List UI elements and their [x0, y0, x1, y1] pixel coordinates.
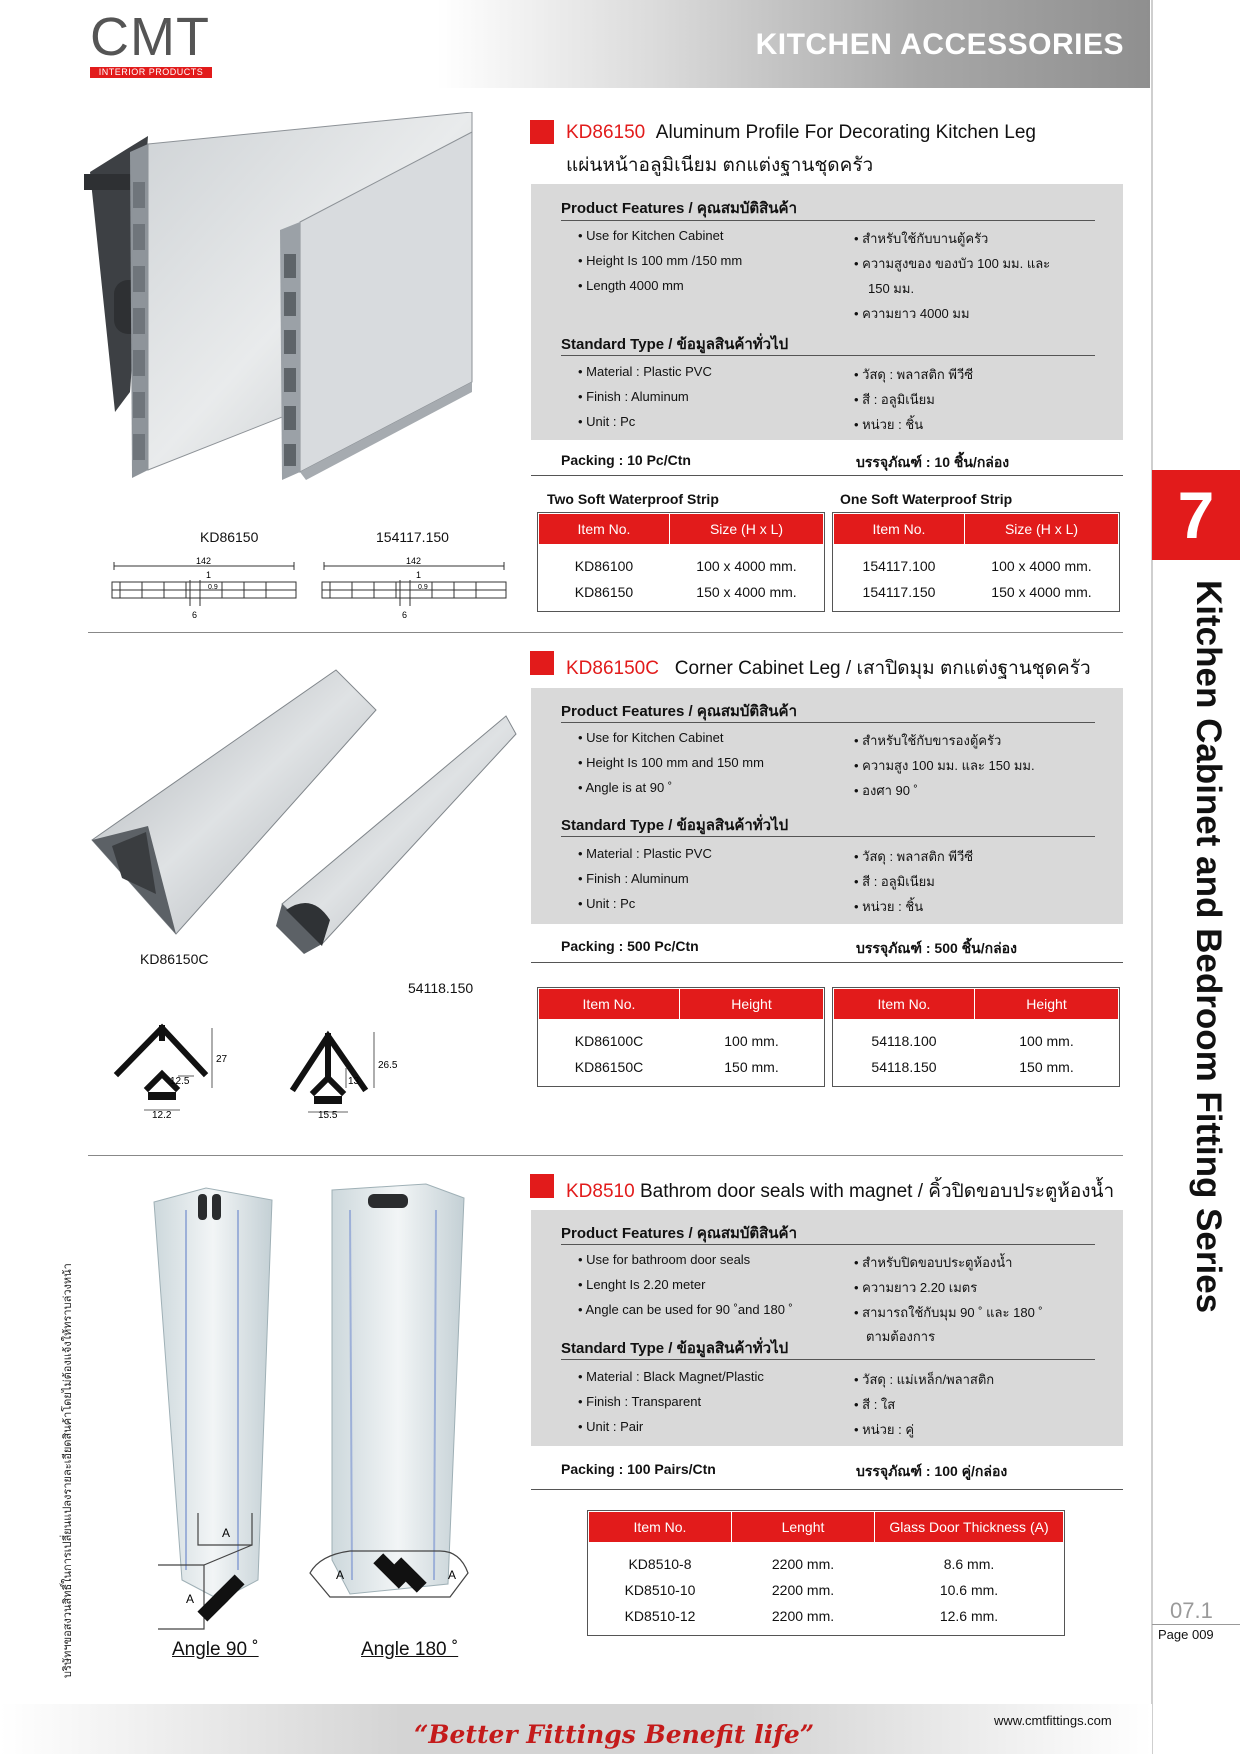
product-name: Bathrom door seals with magnet / คิ้วปิดขอบประตูห้องน้ำ	[639, 1181, 1115, 1202]
heading-rule	[561, 836, 1095, 837]
packing-en: Packing : 10 Pc/Ctn	[561, 452, 691, 468]
feature-item-thai: • ความสูง 100 มม. และ 150 มม.	[854, 758, 1035, 773]
feature-item-thai: • ความสูงของ ของบัว 100 มม. และ	[854, 256, 1051, 271]
product-title-kd86150c	[566, 653, 1091, 683]
standard-item-thai: • หน่วย : คู่	[854, 1422, 915, 1437]
dim-text: 1	[206, 570, 212, 580]
standard-item-thai: • สี : ใส	[854, 1397, 896, 1412]
table-cell: 150 mm.	[724, 1059, 779, 1075]
kd8510-angle-drawings	[150, 1505, 470, 1635]
table-cell: KD8510-10	[624, 1582, 696, 1598]
standard-item: • Material : Plastic PVC	[578, 846, 712, 861]
table-cell: 12.6 mm.	[939, 1608, 999, 1624]
table-cell: KD8510-8	[628, 1556, 692, 1572]
table-header: Item No.	[834, 514, 965, 545]
height-table-54118	[833, 988, 1119, 1080]
table-cell: 100 mm.	[724, 1033, 779, 1049]
features-heading: Product Features / คุณสมบัติสินค้า	[561, 200, 797, 217]
product-code: KD86150	[566, 122, 646, 143]
brand-logo-subtitle: INTERIOR PRODUCTS	[90, 67, 212, 78]
dim-text: 13	[348, 1076, 360, 1087]
page-title: KITCHEN ACCESSORIES	[755, 28, 1124, 61]
table-cell: 154117.100	[862, 558, 936, 574]
feature-item: • Use for Kitchen Cabinet	[578, 228, 724, 243]
size-table-one-strip	[833, 513, 1119, 605]
kd86150-profile-drawings	[108, 556, 508, 626]
heading-rule	[561, 1244, 1095, 1245]
table-cell: 150 x 4000 mm.	[991, 584, 1092, 600]
feature-item-thai: • องศา 90 ˚	[854, 783, 918, 798]
standard-item: • Material : Plastic PVC	[578, 364, 712, 379]
standard-item-thai: • หน่วย : ชิ้น	[854, 899, 924, 914]
product-code: KD86150C	[566, 658, 659, 679]
product-thai-title: แผ่นหน้าอลูมิเนียม ตกแต่งฐานชุดครัว	[566, 155, 874, 176]
height-table-kd86150c	[538, 988, 824, 1080]
spec-panel	[531, 688, 1123, 924]
table-row	[539, 579, 824, 605]
table-header: Lenght	[732, 1512, 875, 1543]
table-caption: Two Soft Waterproof Strip	[547, 491, 719, 507]
table-cell: KD86100C	[574, 1033, 644, 1049]
image-label-kd86150: KD86150	[200, 529, 259, 545]
table-cell: 2200 mm.	[771, 1608, 835, 1624]
standard-item-thai: • หน่วย : ชิ้น	[854, 417, 924, 432]
section-marker	[530, 120, 554, 144]
standard-item-thai: • วัสดุ : พลาสติก พีวีซี	[854, 367, 974, 382]
dim-text: 142	[406, 556, 422, 566]
table-header: Size (H x L)	[965, 514, 1119, 545]
feature-item: • Lenght Is 2.20 meter	[578, 1277, 706, 1292]
dim-text: 12.5	[170, 1076, 190, 1087]
standard-item: • Finish : Aluminum	[578, 871, 689, 886]
table-header: Glass Door Thickness (A)	[875, 1512, 1064, 1543]
kd86150-product-image	[70, 112, 550, 542]
table-header: Height	[975, 989, 1119, 1020]
table-row	[589, 1551, 1064, 1577]
dim-text: 0.9	[208, 584, 218, 591]
heading-rule	[561, 220, 1095, 221]
series-title	[1176, 580, 1236, 1360]
feature-item: • Use for Kitchen Cabinet	[578, 730, 724, 745]
standard-item-thai: • สี : อลูมิเนียม	[854, 392, 935, 407]
packing-th: บรรจุภัณฑ์ : 10 ชิ้น/กล่อง	[856, 454, 1010, 470]
angle-90-label: Angle 90 ˚	[172, 1639, 259, 1660]
standard-item: • Unit : Pair	[578, 1419, 644, 1434]
standard-item-thai: • วัสดุ : พลาสติก พีวีซี	[854, 849, 974, 864]
feature-item-thai: • สามารถใช้กับมุม 90 ˚ และ 180 ˚	[854, 1305, 1043, 1320]
dim-text: 12.2	[152, 1110, 172, 1118]
dim-text: 142	[196, 556, 212, 566]
table-cell: KD86150C	[574, 1059, 644, 1075]
heading-rule	[561, 722, 1095, 723]
angle-180-label: Angle 180 ˚	[361, 1639, 459, 1660]
image-label-kd86150c: KD86150C	[140, 951, 209, 967]
table-row	[539, 1054, 824, 1080]
standard-heading: Standard Type / ข้อมูลสินค้าทั่วไป	[561, 336, 789, 353]
table-cell: 100 x 4000 mm.	[696, 558, 797, 574]
page-rule	[1152, 1624, 1240, 1625]
table-cell: 100 mm.	[1019, 1033, 1074, 1049]
table-row	[589, 1603, 1064, 1629]
table-row	[834, 1028, 1119, 1054]
dim-letter: A	[186, 1592, 195, 1606]
image-label-54118-150: 54118.150	[408, 980, 474, 996]
image-label-154117-150: 154117.150	[376, 529, 449, 545]
dim-text: 15.5	[318, 1110, 338, 1118]
standard-item-thai: • วัสดุ : แม่เหล็ก/พลาสติก	[854, 1372, 995, 1387]
table-cell: 154117.150	[862, 584, 936, 600]
packing-rule	[531, 1489, 1123, 1490]
standard-item: • Material : Black Magnet/Plastic	[578, 1369, 764, 1384]
table-row	[539, 553, 824, 579]
footer-website-link[interactable]: www.cmtfittings.com	[994, 1713, 1112, 1728]
dim-text: 6	[192, 610, 198, 620]
table-cell: 8.6 mm.	[943, 1556, 995, 1572]
product-title-kd8510	[566, 1176, 1114, 1206]
dim-text: 6	[402, 610, 408, 620]
table-cell: 150 x 4000 mm.	[696, 584, 797, 600]
table-row	[589, 1577, 1064, 1603]
table-row	[539, 1028, 824, 1054]
side-divider	[1151, 0, 1153, 1754]
kd86150c-product-image	[86, 664, 530, 954]
table-cell: KD86150	[574, 584, 634, 600]
footer-slogan: “Better Fittings Benefit life”	[414, 1720, 815, 1749]
table-cell: 10.6 mm.	[939, 1582, 999, 1598]
table-header: Item No.	[834, 989, 975, 1020]
standard-item: • Unit : Pc	[578, 414, 636, 429]
feature-item-thai: • สำหรับใช้กับบานตู้ครัว	[854, 231, 989, 246]
table-caption: One Soft Waterproof Strip	[840, 491, 1013, 507]
table-row	[834, 1054, 1119, 1080]
feature-item: • Height Is 100 mm /150 mm	[578, 253, 743, 268]
product-name: Aluminum Profile For Decorating Kitchen Leg	[655, 122, 1036, 143]
table-cell: 2200 mm.	[771, 1556, 835, 1572]
table-cell: KD8510-12	[624, 1608, 696, 1624]
feature-item-thai: • ความยาว 2.20 เมตร	[854, 1280, 978, 1295]
spec-panel	[531, 1210, 1123, 1446]
dim-text: 1	[416, 570, 422, 580]
section-marker	[530, 1174, 554, 1198]
dim-letter: A	[336, 1568, 345, 1582]
table-cell: 2200 mm.	[771, 1582, 835, 1598]
table-header: Item No.	[539, 514, 670, 545]
section-divider	[88, 632, 1123, 633]
dim-text: 26.5	[378, 1060, 398, 1071]
table-row	[834, 553, 1119, 579]
dim-letter: A	[448, 1568, 457, 1582]
disclaimer-note	[58, 1263, 80, 1678]
dim-letter: A	[222, 1526, 231, 1540]
feature-item-thai: ตามต้องการ	[866, 1329, 936, 1344]
features-heading: Product Features / คุณสมบัติสินค้า	[561, 1225, 797, 1242]
feature-item: • Height Is 100 mm and 150 mm	[578, 755, 764, 770]
feature-item-thai: • สำหรับปิดขอบประตูห้องน้ำ	[854, 1255, 1013, 1270]
heading-rule	[561, 1359, 1095, 1360]
series-title-text: Kitchen Cabinet and Bedroom Fitting Series	[1189, 580, 1228, 1314]
features-heading: Product Features / คุณสมบัติสินค้า	[561, 703, 797, 720]
dim-text: 27	[216, 1054, 228, 1065]
seal-size-table	[588, 1511, 1064, 1629]
standard-item: • Finish : Aluminum	[578, 389, 689, 404]
standard-item: • Finish : Transparent	[578, 1394, 702, 1409]
table-cell: 54118.150	[871, 1059, 937, 1075]
standard-heading: Standard Type / ข้อมูลสินค้าทั่วไป	[561, 1340, 789, 1357]
packing-en: Packing : 500 Pc/Ctn	[561, 938, 699, 954]
standard-item: • Unit : Pc	[578, 896, 636, 911]
table-cell: 100 x 4000 mm.	[991, 558, 1092, 574]
packing-rule	[531, 475, 1123, 476]
table-row	[834, 579, 1119, 605]
page-code: 07.1	[1170, 1598, 1213, 1623]
feature-item-thai: 150 มม.	[868, 281, 915, 296]
table-cell: 54118.100	[871, 1033, 937, 1049]
feature-item-thai: • สำหรับใช้กับขารองตู้ครัว	[854, 733, 1002, 748]
brand-logo: CMT	[90, 7, 210, 67]
section-divider	[88, 1155, 1123, 1156]
feature-item: • Angle can be used for 90 ˚and 180 ˚	[578, 1302, 793, 1317]
table-cell: 150 mm.	[1019, 1059, 1074, 1075]
packing-en: Packing : 100 Pairs/Ctn	[561, 1461, 716, 1477]
standard-heading: Standard Type / ข้อมูลสินค้าทั่วไป	[561, 817, 789, 834]
dim-text: 0.9	[418, 584, 428, 591]
packing-th: บรรจุภัณฑ์ : 500 ชิ้น/กล่อง	[856, 940, 1017, 956]
section-marker	[530, 651, 554, 675]
page-number: Page 009	[1158, 1627, 1214, 1642]
feature-item: • Angle is at 90 ˚	[578, 780, 673, 795]
product-name: Corner Cabinet Leg / เสาปิดมุม ตกแต่งฐานชุดครัว	[674, 658, 1091, 679]
feature-item-thai: • ความยาว 4000 มม	[854, 306, 970, 321]
feature-item: • Length 4000 mm	[578, 278, 684, 293]
table-header: Item No.	[589, 1512, 732, 1543]
product-title-kd86150	[566, 122, 1036, 144]
disclaimer-text: บริษัทฯขอสงวนสิทธิ์ในการเปลี่ยนแปลงรายละเอียดสินค้าโดยไม่ต้องแจ้งให้ทราบล่วงหน้า	[62, 1263, 74, 1678]
size-table-two-strip	[538, 513, 824, 605]
table-header: Height	[680, 989, 824, 1020]
table-header: Size (H x L)	[670, 514, 824, 545]
product-code: KD8510	[566, 1181, 635, 1202]
feature-item: • Use for bathroom door seals	[578, 1252, 751, 1267]
heading-rule	[561, 355, 1095, 356]
packing-th: บรรจุภัณฑ์ : 100 คู่/กล่อง	[856, 1463, 1008, 1479]
table-cell: KD86100	[574, 558, 634, 574]
standard-item-thai: • สี : อลูมิเนียม	[854, 874, 935, 889]
packing-rule	[531, 962, 1123, 963]
chapter-number: 7	[1152, 470, 1240, 560]
kd86150c-profile-drawings	[108, 1018, 458, 1118]
table-header: Item No.	[539, 989, 680, 1020]
